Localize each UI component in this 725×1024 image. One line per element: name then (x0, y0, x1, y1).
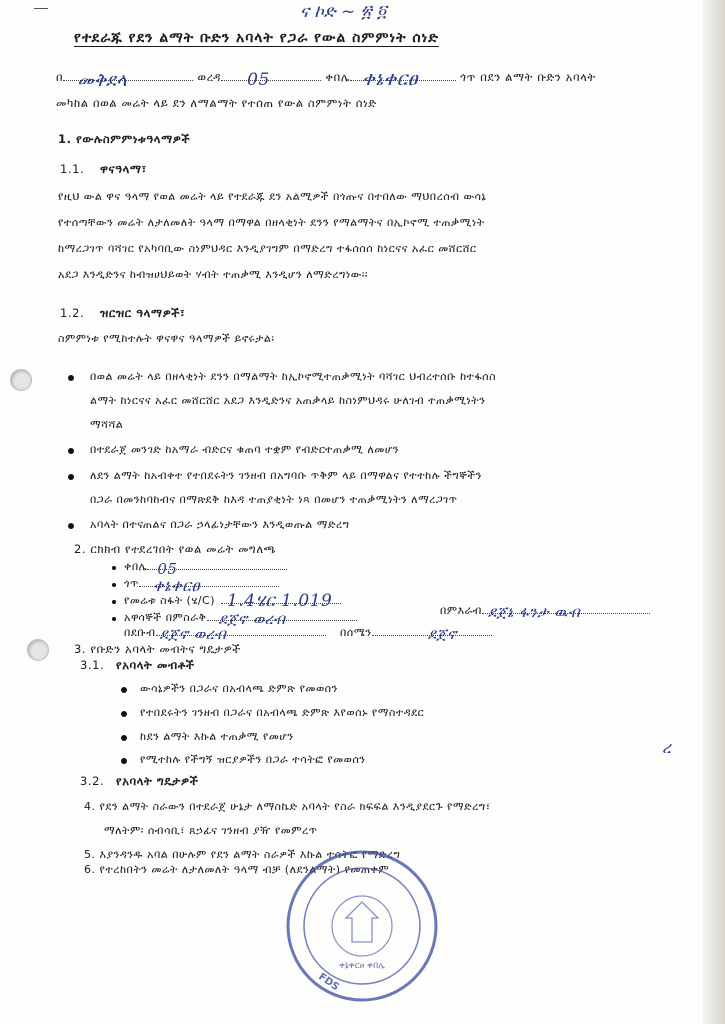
area-line (221, 591, 341, 611)
rights-item: ከደን ልማት እኩል ተጠቃሚ የመሆን (140, 730, 294, 743)
kebele-field (221, 70, 321, 90)
bullet-dot (121, 758, 127, 764)
paper-edge (703, 0, 725, 1024)
bullet-dot (68, 523, 74, 529)
intro-line-2: መካከል በወል መሬት ላይ ደን ለማልማት የተሰጠ የውል ስምምነት ሰነድ (56, 96, 377, 110)
got-line (139, 576, 279, 595)
field-north (340, 625, 492, 643)
bullet-dot (68, 474, 74, 480)
official-seal (282, 846, 442, 1006)
bullet-dot (121, 687, 127, 693)
bullet-text: በተደራጀ መንገድ ከአማራ ብድርና ቁጠባ ተቋም የብድርተጠቃሚ ለመሆን (90, 443, 400, 456)
intro-line-1 (56, 68, 596, 91)
bullet-text: ለደን ልማት ከአብቀተ የተበደሩትን ገንዘብ በአግባቡ ጥቅም ላይ በማዋልና የተተከሉ ችግኞችን (90, 469, 482, 482)
paragraph-line: የተሰጣቸውን መሬት ለታለመለት ዓላማ በማዋል በዘላቂነት ደንን የማልማትና በኢኮኖሚ ተጠቃሚነት (58, 216, 485, 229)
kebele-label: ቀበሌ (124, 560, 148, 573)
bullet-text: ልማት ከነርናና አፈር መሸርሸር አደጋ እንዲድንና አጠቃላይ ከስነምህዳሩ ሁለገብ ተጠቃሚነትን (90, 394, 486, 407)
section-1-2-number: 1.2. (60, 306, 85, 320)
section-1-1-title: ዋናዓላማ፣ (100, 162, 147, 176)
west-line (482, 603, 650, 621)
area-label: የመሬቱ ስፋት (ሄ/C) (124, 594, 216, 607)
intro-prefix: በ (56, 70, 64, 84)
document-title: የተደራጁ የደን ልማት ቡድን አባላት የጋራ የውል ስምምነት ሰነድ (74, 30, 439, 46)
kebele-value: 05 (157, 560, 178, 578)
west-label: በምእራብ (440, 604, 482, 617)
bullet-text: ማሻሻል (90, 418, 124, 431)
south-label: በደቡብ (124, 626, 156, 639)
kebele-value: 05 (247, 70, 270, 90)
got-label: ጎጥ (124, 577, 139, 590)
section-3-2-number: 3.2. (80, 774, 105, 788)
north-line (372, 625, 492, 643)
seal-text: ቀኔቀርፀ ቀበሌ (339, 961, 385, 971)
bullet-text: በጋራ በመንከባከብና በማጽደቅ ከእዳ ተጠያቂነት ነጻ በመሆን ተጠቃሚነትን ለማረጋገጥ (90, 493, 458, 506)
intro-continuation: ጎጥ በደን ልማት ቡድን አባላት (460, 70, 596, 84)
rights-item: ውሳኔዎችን በጋራና በአብላጫ ድምጽ የመወሰን (140, 682, 338, 695)
bullet-text: በወል መሬት ላይ በዘላቂነት ደንን በማልማት ከኢኮኖሚተጠቃሚነት ባሻገር ህብረተሰቡ ከተፋሰስ (90, 370, 497, 383)
top-mark (34, 8, 48, 9)
section-5-line: 5. እያንዳንዱ አባል በሁሉም የደን ልማት ስራዎች እኩል ተሳትፎ የማድረግ (84, 848, 401, 861)
woreda-label: ወረዳ (197, 70, 222, 84)
section-1-heading: 1. የውሉስምምነቱዓላማዎች (58, 132, 191, 146)
got-value: ቀኔቀርፀ (152, 576, 200, 595)
kebele-label: ቀበሌ (325, 70, 350, 84)
bullet-dot (68, 375, 74, 381)
north-value: ደጀኖ (427, 625, 457, 643)
section-3-heading: 3. የቡድን አባላት መብትና ግዴታዎች (74, 642, 241, 656)
got-field (350, 68, 456, 90)
paragraph-line: አደጋ እንዲድንና ከብዝሀህይወት ሃብት ተጠቃሚ እንዲሆን ለማድረግነው፡፡ (58, 268, 368, 281)
section-1-2-intro: ስምምነቱ የሚከተሉት ዋናዋና ዓላማዎች ይኖሩታል፡ (58, 332, 275, 345)
section-4-line-2: ማለትም፡ ሰብሳቢ፣ ጸኃፊና ገንዘብ ያዥ የመምረጥ (104, 824, 318, 837)
section-1-1-number: 1.1. (60, 162, 85, 176)
bullet-dot (68, 448, 74, 454)
woreda-value: መቅደላ (77, 70, 128, 91)
paragraph-line: የዚህ ውል ዋና ዓላማ የወል መሬት ላይ የተደራጁ ደን አልሚዎች በጎጡና በተበለው ማህበረሰብ ውሳኔ (58, 190, 487, 203)
bullet-dot (121, 735, 127, 741)
kebele-line (147, 560, 287, 578)
section-2-heading: 2. ርክክብ የተደረገበት የወል መሬት መግለጫ (74, 542, 277, 556)
handwritten-top-note: ና ኮድ ~ ፳ ፬ (300, 2, 387, 22)
bullet-dot (112, 583, 116, 587)
bullet-dot (112, 600, 116, 604)
section-6-line: 6. የተረከበትን መሬት ለታለመለት ዓላማ ብቻ (ለደንልማት) የመጠቀም (84, 863, 390, 876)
east-line (207, 610, 357, 628)
woreda-field (63, 70, 193, 91)
north-label: በሰሜን (340, 626, 372, 639)
east-label: አዋሳኞች በምስራቅ (124, 611, 207, 624)
south-value: ደጀኖ ወረብ (159, 625, 227, 643)
bullet-dot (121, 711, 127, 717)
field-neighbors (124, 610, 357, 628)
bullet-dot (112, 566, 116, 570)
section-3-1-number: 3.1. (80, 658, 105, 672)
punch-hole (10, 369, 32, 391)
paragraph-line: ከማረጋገጥ ባሻገር የአካባቢው ስነምህዳር እንዲያገግም በማድረግ ተፋሰሰሰ ከነርናና አፈር መሸርሸር (58, 242, 477, 255)
west-value: ደጀኔ ፋንታ ዉብ (487, 603, 581, 621)
east-value: ደጀኖ ወረብ (218, 610, 286, 628)
field-kebele (124, 560, 287, 578)
section-1-2-title: ዝርዝር ዓላማዎች፣ (100, 306, 186, 320)
bullet-dot (112, 617, 116, 621)
south-line (156, 625, 326, 643)
margin-mark: ረ (662, 738, 671, 757)
section-3-1-title: የአባላት መብቶች (116, 658, 195, 672)
seal-bottom-text: FDS (316, 971, 341, 994)
punch-hole (27, 639, 49, 661)
section-3-2-title: የአባላት ግዴታዎች (116, 774, 199, 788)
rights-item: የሚተከሉ የችግኝ ዝርያዎችን በጋራ ተሳትፎ የመወሰን (140, 753, 366, 766)
bullet-text: አባላት በተናጠልና በጋራ ኃላፊነታቸውን እንዲወጡል ማድረግ (90, 518, 350, 531)
field-west (440, 603, 650, 621)
section-4-line-1: 4. የደን ልማት ስራውን በተደራጀ ሁኔታ ለማስኬድ አባላት የስራ ክፍፍል እንዲያደርጉ የማድረግ፣ (84, 800, 491, 813)
field-area (124, 591, 341, 611)
area-value: 1.4ሄር 1.019 (227, 591, 333, 611)
rights-item: የተበደሩትን ገንዘብ በጋራና በአብላጫ ድምጽ እየወሰኑ የማስተዳደር (140, 706, 425, 719)
field-got (124, 576, 279, 595)
got-value: ቀኔቀርፀ (361, 68, 418, 90)
field-south (124, 625, 326, 643)
